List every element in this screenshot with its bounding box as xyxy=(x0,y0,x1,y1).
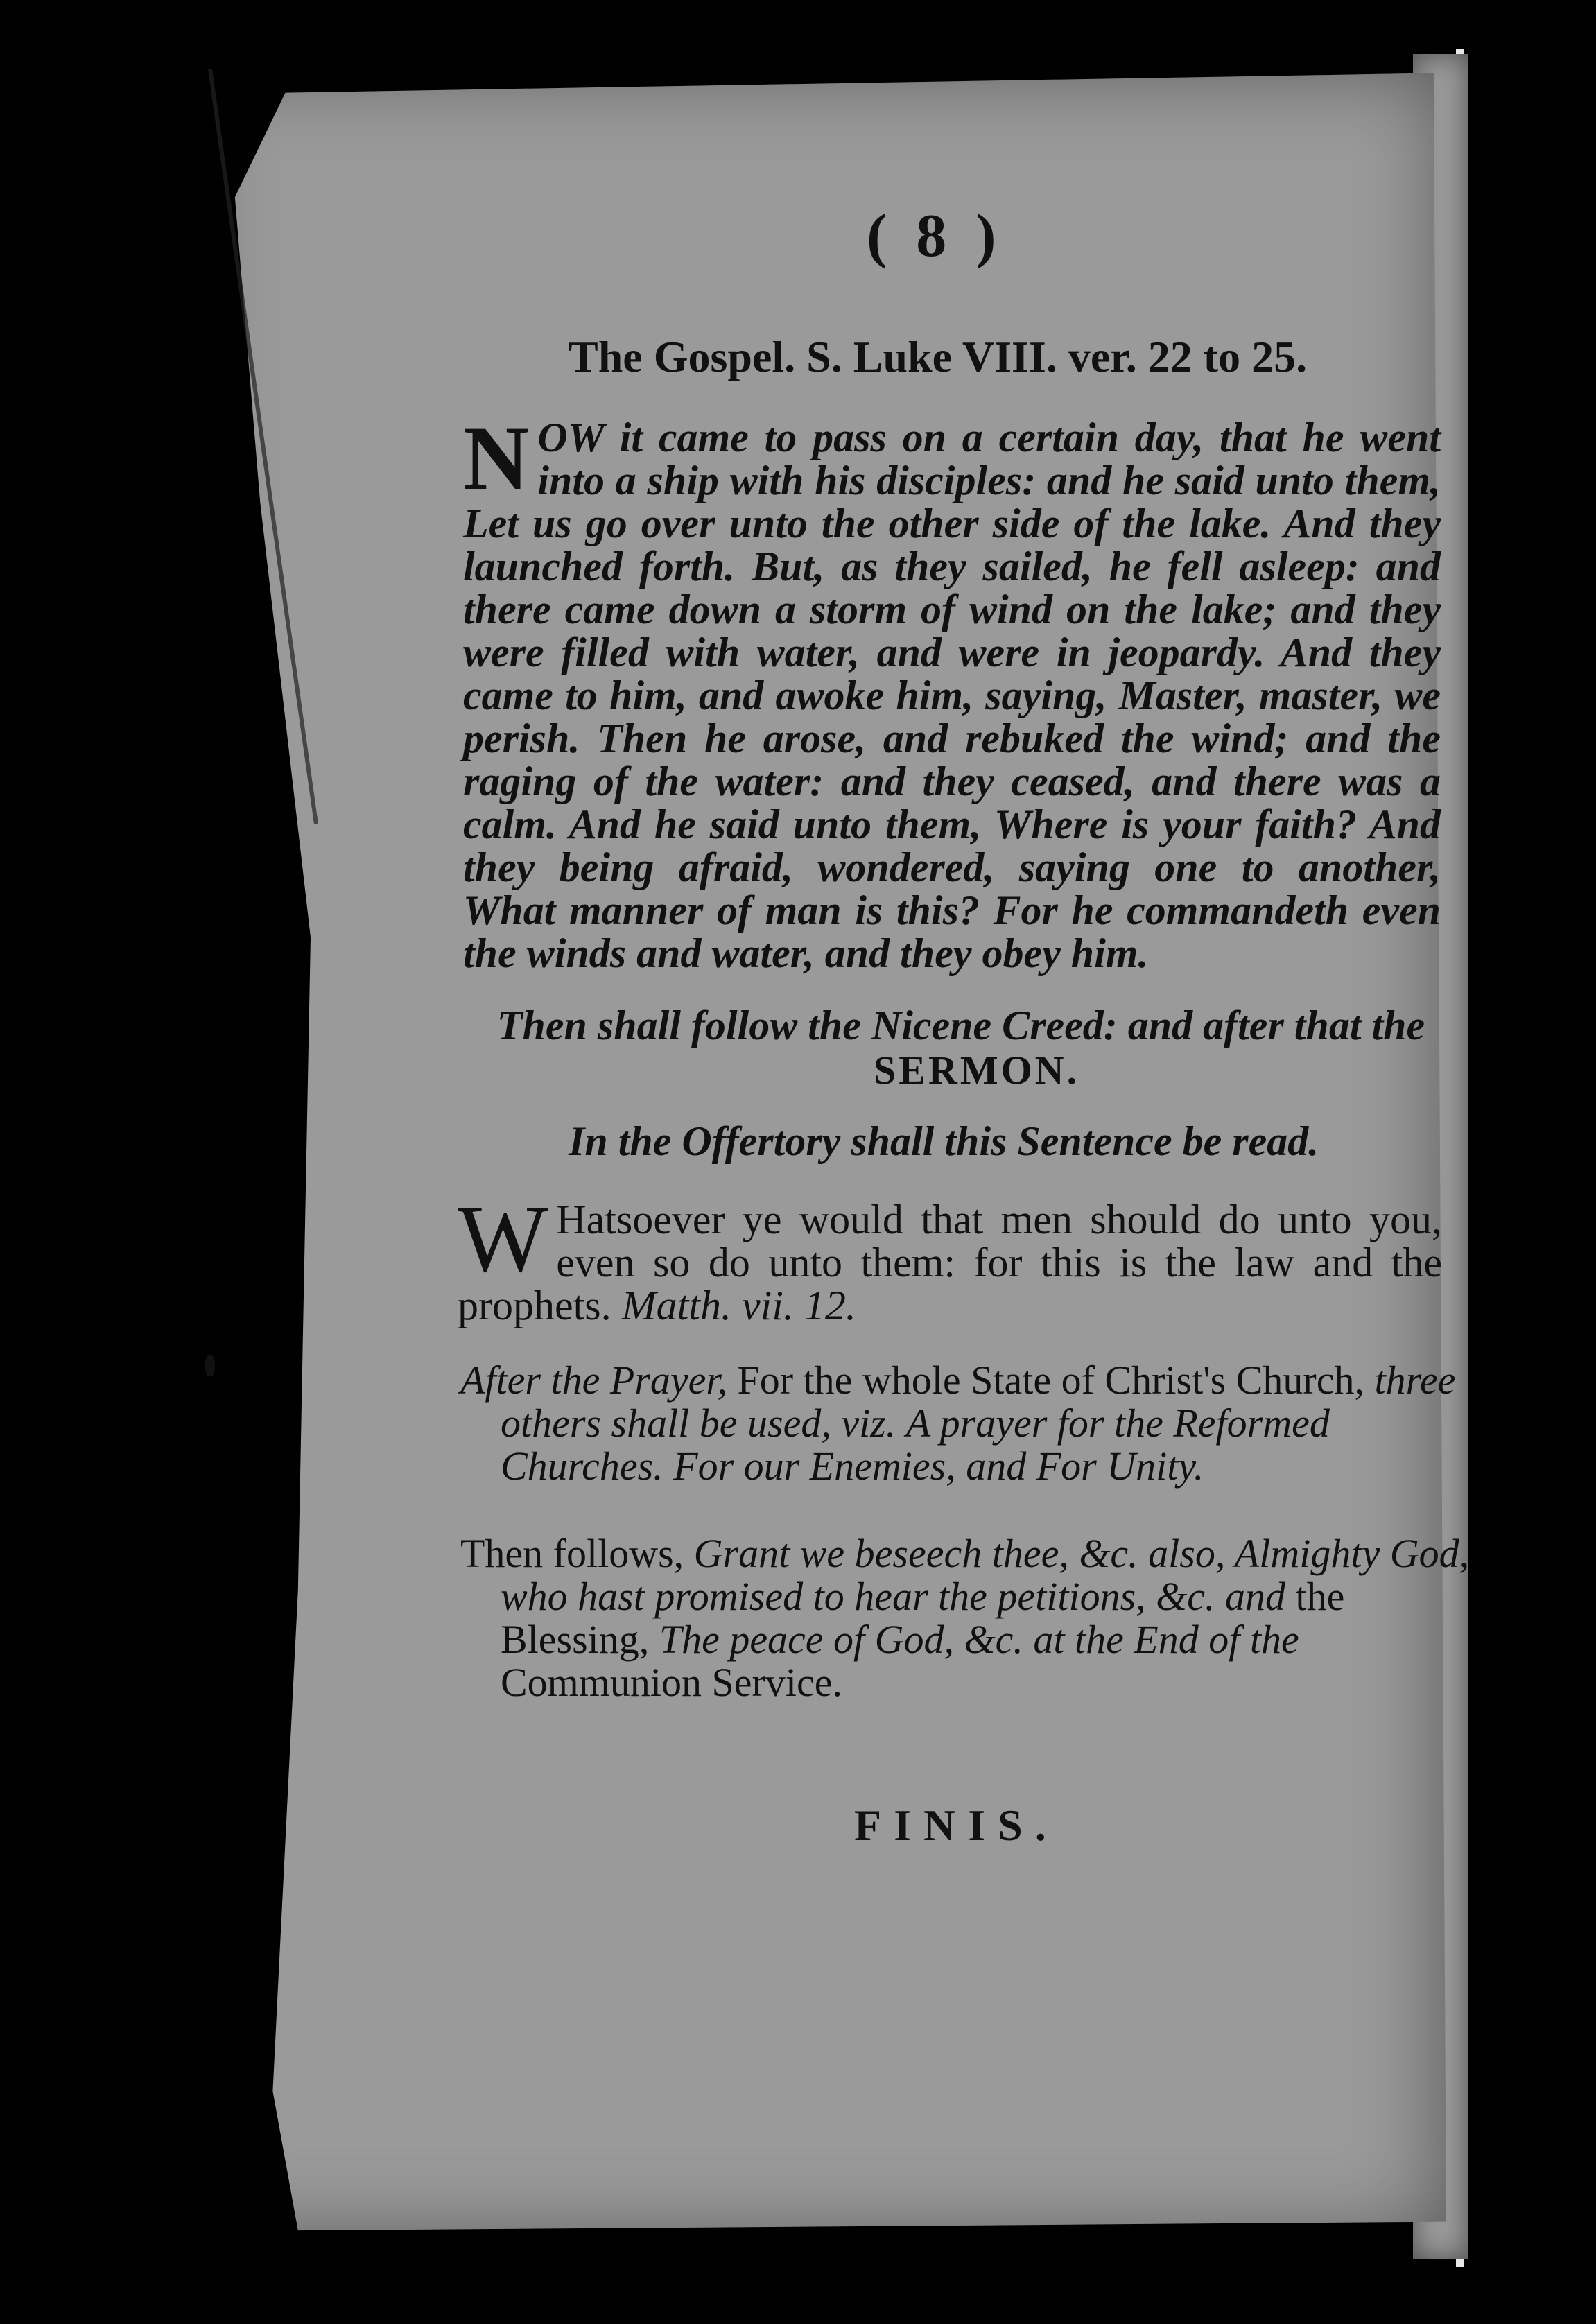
prayer-rubric xyxy=(460,1359,1485,1488)
page-number: ( 8 ) xyxy=(867,202,1003,270)
prayer-others: three others shall be used, viz. xyxy=(501,1358,1456,1446)
prayer-state-church: For the whole State of Christ's Church, xyxy=(737,1358,1364,1403)
follows-rubric xyxy=(460,1532,1485,1704)
sentence-reference: Matth. vii. 12. xyxy=(621,1283,856,1328)
gospel-dropcap: N xyxy=(463,407,530,509)
follows-lead: Then follows, xyxy=(460,1531,684,1576)
follows-text-4: Communion Service. xyxy=(501,1660,842,1705)
gospel-text xyxy=(463,407,1441,976)
prayer-lead: After the Prayer, xyxy=(460,1358,727,1403)
sentence-dropcap: W xyxy=(458,1186,548,1292)
finis-label: FINIS. xyxy=(854,1801,1059,1850)
follows-text-2: the Blessing, xyxy=(501,1574,1345,1662)
creed-rubric: Then shall follow the Nicene Creed: and after that the xyxy=(496,1003,1425,1048)
follows-text-1: Grant we beseech thee, &c. also, Almighty God, who hast promised to hear the petitions, &c. and xyxy=(501,1531,1470,1619)
follows-text-3: The peace of God, &c. at the End of the xyxy=(659,1617,1299,1662)
sentence-text: Hatsoever ye would that men should do unto you, even so do unto them: for this is the law and the prophets. xyxy=(458,1197,1442,1328)
offertory-sentence xyxy=(458,1186,1442,1328)
gospel-heading: The Gospel. S. Luke VIII. ver. 22 to 25. xyxy=(569,332,1308,381)
sermon-label: SERMON. xyxy=(874,1048,1080,1093)
offertory-rubric: In the Offertory shall this Sentence be read. xyxy=(569,1118,1319,1164)
gospel-body-text: OW it came to pass on a certain day, that he went into a ship with his disciples: and he said unto them, Let us go over unto the other side of the lake. And they launched forth. But, as they sailed, he fell asleep: and there came down a storm of wind on the lake; and they were filled with water, and were in jeopardy. And they came to him, and awoke him, saying, Master, master, we perish. Then he arose, and rebuked the wind; and the raging of the water: and they ceased, and there was a calm. And he said unto them, Where is your faith? And they being afraid, wondered, saying one to another, What manner of man is this? For he commandeth even the winds and water, and they obey him. xyxy=(463,415,1441,976)
prayer-list: A prayer for the Reformed Churches. For our Enemies, and For Unity. xyxy=(501,1401,1330,1489)
binding-mark xyxy=(205,1355,215,1376)
